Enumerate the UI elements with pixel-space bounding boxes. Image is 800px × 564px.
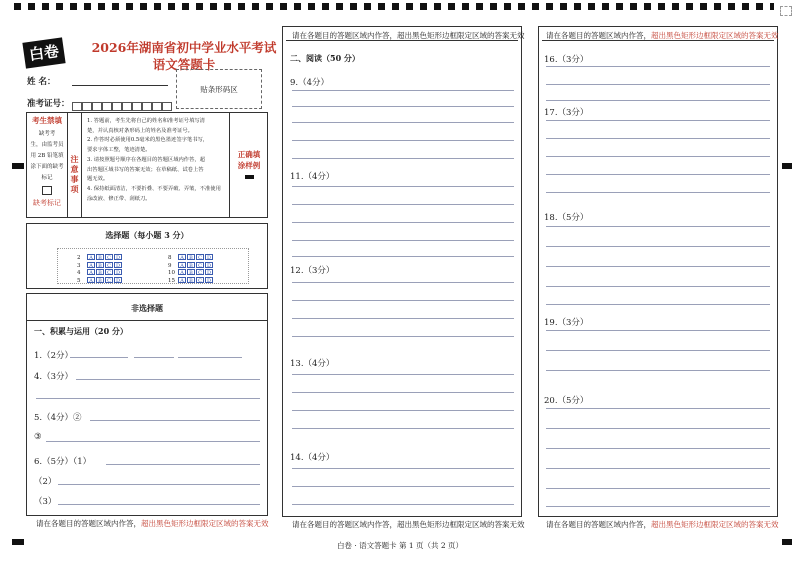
answer-line[interactable]	[546, 100, 770, 101]
answer-line[interactable]	[292, 392, 514, 393]
choice-option-bubble[interactable]: D	[115, 270, 120, 276]
answer-line[interactable]	[70, 357, 128, 358]
choice-option-bubble[interactable]: D	[206, 277, 211, 284]
nonchoice-title: 非选择题	[131, 303, 163, 313]
answer-line[interactable]	[546, 408, 770, 409]
question-4-label: 4.（3分）	[34, 372, 74, 382]
position-mark-right-mid	[782, 163, 792, 169]
choice-option-bubble[interactable]: B	[187, 277, 195, 283]
position-mark-left-mid	[12, 163, 24, 169]
choice-row	[77, 254, 213, 261]
choice-question-number: 8	[168, 255, 172, 261]
middle-bottom-warning: 请在各题目的答题区域内作答，超出黑色矩形边框限定区域的答案无效	[292, 520, 525, 529]
right-bottom-warning: 请在各题目的答题区域内作答，超出黑色矩形边框限定区域的答案无效	[546, 520, 779, 529]
choice-row	[77, 269, 213, 276]
exam-subtitle: 语文答题卡	[152, 57, 216, 72]
choice-question-number: 15	[168, 277, 175, 284]
question-18-label: 18.（5分）	[544, 213, 589, 223]
choice-option-bubble[interactable]: A	[178, 277, 186, 283]
question-6-label: 6.（5分）（1）	[34, 457, 92, 467]
choice-option-bubble[interactable]: D	[206, 255, 211, 261]
choice-option-bubble[interactable]: C	[105, 277, 113, 283]
answer-line[interactable]	[292, 256, 514, 257]
exam-id-label: 准考证号：	[27, 99, 70, 109]
answer-line[interactable]	[292, 486, 514, 487]
choice-option-bubble[interactable]: A	[178, 254, 186, 260]
absent-title: 考生禁填	[32, 116, 62, 125]
answer-line[interactable]	[292, 428, 514, 429]
choice-question-number: 5	[77, 277, 81, 284]
choice-option-bubble[interactable]: B	[96, 277, 104, 283]
answer-line[interactable]	[546, 266, 770, 267]
answer-line[interactable]	[292, 140, 514, 141]
timing-mark-strip	[14, 3, 774, 10]
answer-line[interactable]	[292, 468, 514, 469]
answer-line[interactable]	[546, 120, 770, 121]
answer-line[interactable]	[546, 488, 770, 489]
attention-item: 楚，并认真核对条形码上的姓名及准考证号。	[87, 127, 193, 134]
answer-line[interactable]	[292, 282, 514, 283]
answer-line[interactable]	[76, 379, 260, 380]
fill-example	[229, 113, 268, 217]
answer-line[interactable]	[546, 370, 770, 371]
answer-line[interactable]	[546, 84, 770, 85]
section-2-title: 二、阅读（50 分）	[290, 53, 360, 63]
answer-line[interactable]	[292, 374, 514, 375]
question-5-label: 5.（4分）②	[34, 413, 82, 423]
answer-line[interactable]	[292, 336, 514, 337]
fill-example-mark	[245, 175, 254, 179]
left-warning: 请在各题目的答题区域内作答，超出黑色矩形边框限定区域的答案无效	[36, 519, 269, 528]
choice-option-bubble[interactable]: B	[96, 269, 104, 275]
question-11-label: 11.（4分）	[290, 172, 335, 182]
attention-item: 1. 答题前，考生先将自己的姓名和准考证号填写清	[87, 118, 205, 124]
choice-option-bubble[interactable]: A	[87, 277, 95, 283]
choice-option-bubble[interactable]: D	[115, 262, 120, 269]
question-1-label: 1.（2分）	[34, 351, 74, 361]
answer-line[interactable]	[292, 222, 514, 223]
answer-line[interactable]	[292, 158, 514, 159]
attention-item: 4. 保持纸面清洁，不要折叠、不要弄破、弄皱，不准使用	[87, 185, 221, 192]
question-16-label: 16.（3分）	[544, 55, 589, 65]
choice-option-bubble[interactable]: A	[87, 254, 95, 260]
choice-question-number: 9	[168, 262, 172, 269]
answer-line[interactable]	[292, 122, 514, 123]
choice-question-number: 10	[168, 270, 175, 276]
answer-line[interactable]	[58, 484, 260, 485]
answer-line[interactable]	[546, 226, 770, 227]
answer-line[interactable]	[546, 506, 770, 507]
answer-line[interactable]	[546, 468, 770, 469]
right-divider	[542, 40, 774, 41]
question-19-label: 19.（3分）	[544, 318, 589, 328]
answer-line[interactable]	[36, 398, 260, 399]
answer-line[interactable]	[546, 428, 770, 429]
choice-option-bubble[interactable]: B	[187, 269, 195, 275]
attention-list	[87, 117, 235, 204]
question-17-label: 17.（3分）	[544, 108, 589, 118]
barcode-area-label: 贴条形码区	[200, 85, 238, 94]
answer-line[interactable]	[178, 357, 242, 358]
right-top-warning: 请在各题目的答题区域内作答，超出黑色矩形边框限定区域的答案无效	[546, 31, 779, 40]
answer-line[interactable]	[292, 240, 514, 241]
answer-line[interactable]	[58, 504, 260, 505]
question-9-label: 9.（4分）	[290, 78, 330, 88]
answer-line[interactable]	[546, 286, 770, 287]
nonchoice-divider	[26, 320, 268, 321]
choice-option-bubble[interactable]: D	[206, 262, 211, 269]
choice-option-bubble[interactable]: C	[196, 254, 204, 260]
answer-line[interactable]	[546, 156, 770, 157]
answer-line[interactable]	[106, 464, 260, 465]
choice-option-bubble[interactable]: D	[115, 255, 120, 261]
attention-item: 涂改液、修正带、刮纸刀。	[87, 195, 151, 202]
answer-line[interactable]	[292, 410, 514, 411]
absent-checkbox[interactable]	[42, 186, 52, 195]
attention-item: 2. 作答时必须使用0.5毫米的黑色墨迹签字笔书写，	[87, 137, 209, 144]
choice-option-bubble[interactable]: C	[196, 277, 204, 283]
attention-item: 3. 请按照题号顺序在各题目的答题区域内作答，超	[87, 156, 205, 163]
answer-line[interactable]	[292, 106, 514, 107]
answer-line[interactable]	[292, 300, 514, 301]
absent-text-3: 用 2B 铅笔填	[30, 153, 64, 159]
choice-box	[26, 223, 268, 289]
choice-question-number: 2	[77, 255, 81, 261]
answer-line[interactable]	[546, 448, 770, 449]
question-12-label: 12.（3分）	[290, 266, 335, 276]
answer-line[interactable]	[292, 504, 514, 505]
question-6-part-3: （3）	[34, 497, 57, 507]
choice-option-bubble[interactable]: B	[96, 262, 104, 268]
name-field[interactable]	[72, 85, 168, 86]
name-label: 姓 名：	[27, 77, 56, 87]
answer-line[interactable]	[90, 420, 260, 421]
absent-mark-label: 缺考标记	[33, 199, 61, 207]
choice-option-bubble[interactable]: C	[105, 254, 113, 260]
choice-option-bubble[interactable]: A	[178, 269, 186, 275]
attention-item: 要求字体工整，笔迹清楚。	[87, 147, 151, 154]
white-volume-label: 白卷	[27, 41, 61, 65]
answer-line[interactable]	[546, 138, 770, 139]
answer-line[interactable]	[134, 357, 174, 358]
answer-line[interactable]	[546, 192, 770, 193]
choice-option-bubble[interactable]: A	[87, 262, 95, 268]
answer-line[interactable]	[546, 350, 770, 351]
choice-option-bubble[interactable]: A	[87, 269, 95, 275]
choice-option-bubble[interactable]: D	[115, 277, 120, 284]
question-14-label: 14.（4分）	[290, 453, 335, 463]
choice-option-bubble[interactable]: C	[196, 262, 204, 268]
answer-line[interactable]	[292, 90, 514, 91]
choice-option-bubble[interactable]: B	[187, 254, 195, 260]
question-6-part-2: （2）	[34, 477, 57, 487]
choice-row	[77, 277, 213, 284]
choice-option-bubble[interactable]: C	[105, 262, 113, 268]
section-1-title: 一、积累与运用（20 分）	[34, 326, 128, 336]
choice-option-bubble[interactable]: B	[96, 254, 104, 260]
middle-top-warning: 请在各题目的答题区域内作答，超出黑色矩形边框限定区域的答案无效	[292, 31, 525, 40]
question-5-part-3: ③	[34, 432, 42, 442]
choice-question-number: 4	[77, 270, 81, 276]
answer-line[interactable]	[46, 441, 260, 442]
choice-question-number: 3	[77, 262, 81, 269]
white-volume-badge	[22, 37, 65, 68]
question-20-label: 20.（5分）	[544, 396, 589, 406]
absent-text-2: 生，由监考员	[30, 142, 64, 148]
absent-text-5: 标记	[41, 175, 53, 181]
choice-title: 选择题（每小题 3 分）	[105, 230, 189, 240]
absent-text-1: 缺考考	[38, 131, 56, 137]
answer-line[interactable]	[292, 318, 514, 319]
choice-option-bubble[interactable]: D	[206, 270, 211, 276]
attention-item: 出答题区域书写的答案无效；在草稿纸、试卷上答	[87, 166, 204, 173]
answer-line[interactable]	[546, 66, 770, 67]
notice-box	[26, 112, 268, 218]
answer-line[interactable]	[546, 330, 770, 331]
choice-option-bubble[interactable]: C	[196, 269, 204, 275]
absent-text-4: 涂下面的缺考	[30, 164, 64, 170]
barcode-area	[176, 69, 262, 109]
fill-example-title: 正确填涂样例	[237, 150, 261, 170]
choice-row	[77, 262, 213, 269]
page-footer: 白卷 · 语文答题卡 第 1 页（共 2 页）	[336, 541, 464, 550]
answer-line[interactable]	[292, 186, 514, 187]
answer-line[interactable]	[546, 246, 770, 247]
attention-title: 注意事项	[68, 113, 82, 217]
absent-column	[27, 113, 68, 217]
answer-line[interactable]	[292, 204, 514, 205]
answer-line[interactable]	[546, 174, 770, 175]
answer-line[interactable]	[546, 304, 770, 305]
exam-title: 2026年湖南省初中学业水平考试	[91, 40, 277, 55]
choice-option-bubble[interactable]: A	[178, 262, 186, 268]
choice-option-bubble[interactable]: C	[105, 269, 113, 275]
question-13-label: 13.（4分）	[290, 359, 335, 369]
choice-option-bubble[interactable]: B	[187, 262, 195, 268]
attention-item: 题无效。	[87, 176, 109, 183]
middle-divider	[286, 40, 518, 41]
corner-mark	[780, 6, 792, 16]
